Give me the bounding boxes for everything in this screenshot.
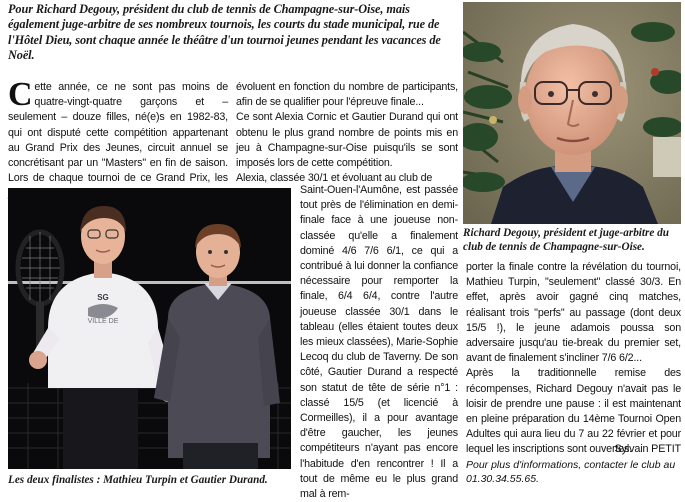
article-intro: Pour Richard Degouy, président du club de tennis de Champagne-sur-Oise, mais également juge-arbitre de ses nombreux tournois, les courts du stade municipal, rue de l'Hôtel Dieu, sont chaque année le théâtre d'un tournoi jeunes pendant les vacances de Noël. (8, 2, 441, 63)
svg-text:VILLE DE: VILLE DE (87, 318, 119, 325)
svg-text:SG: SG (97, 293, 109, 302)
article-column-1 (8, 76, 228, 202)
article-column-2-bottom: Saint-Ouen-l'Aumône, est passée tout près de l'élimination en demi-finale face à une joueuse non-classée qu'elle a finalement dominé 4/6 7/6 6/1, ce qui a contribué à lui donner la confiance nécessaire pour remporter la finale, 6/4 6/4, contre l'autre joueuse classée 30/1 dans le tableau (elles étaient toutes deux les mieux classées), Marie-Sophie Lecoq du club de Taverny. De son côté, Gautier Durand a respecté son statut de tête de série n°1 : classé 15/5 (et licencié à Cormeilles), il a pour avantage d'être gaucher, les jeunes compétiteurs n'ayant pas encore l'habitude d'en rencontrer ! Il a tout de même eu le plus grand mal à rem- (300, 184, 458, 501)
author-signature: Sylvain PETIT (614, 443, 681, 455)
portrait-photo (463, 2, 681, 224)
finalists-caption: Les deux finalistes : Mathieu Turpin et Gautier Durand. (8, 474, 268, 486)
finalists-photo (8, 188, 291, 469)
column-1-text: ette année, ce ne sont pas moins de quatre-vingt-quatre garçons et – seulement – douze filles, né(e)s en 1982-83, qui ont disputé cette compétition appartenant au Grand Prix des Jeunes, circuit annuel se concrétisant par un "Masters" en fin de saison. Lors de chaque tournoi de ce Grand Prix, les (8, 81, 228, 185)
portrait-caption: Richard Degouy, président et juge-arbitre du club de tennis de Champagne-sur-Oise. (463, 227, 669, 253)
contact-info: Pour plus d'informations, contacter le club au 01.30.34.55.65. (466, 459, 676, 485)
article-column-3: porter la finale contre la révélation du tournoi, Mathieu Turpin, "seulement" classé 30/3. En effet, après avoir gagné cinq matches, réalisant trois "perfs" au passage (dont deux 15/5 !), le jeune adamois poussa son adversaire jusqu'au tie-break du premier set, avant de finalement s'incliner 7/6 6/2... Après la traditionnelle remise des récompenses, Richard Degouy n'avait pas le loisir de prendre une pause : il est maintenant en pleine préparation du 14ème Tournoi Open Adultes qui aura lieu du 7 au 22 février et pour lequel les inscriptions sont ouvertes. (466, 261, 681, 456)
drop-cap: C (8, 76, 33, 113)
article-column-2-top: évoluent en fonction du nombre de participants, afin de se qualifier pour l'épreuve finale... Ce sont Alexia Cornic et Gautier Durand qui ont obtenu le plus grand nombre de points mis en jeu à Champagne-sur-Oise puisqu'ils se sont imposés lors de cette compétition. Alexia, classée 30/1 et évoluant au club de (236, 81, 458, 185)
